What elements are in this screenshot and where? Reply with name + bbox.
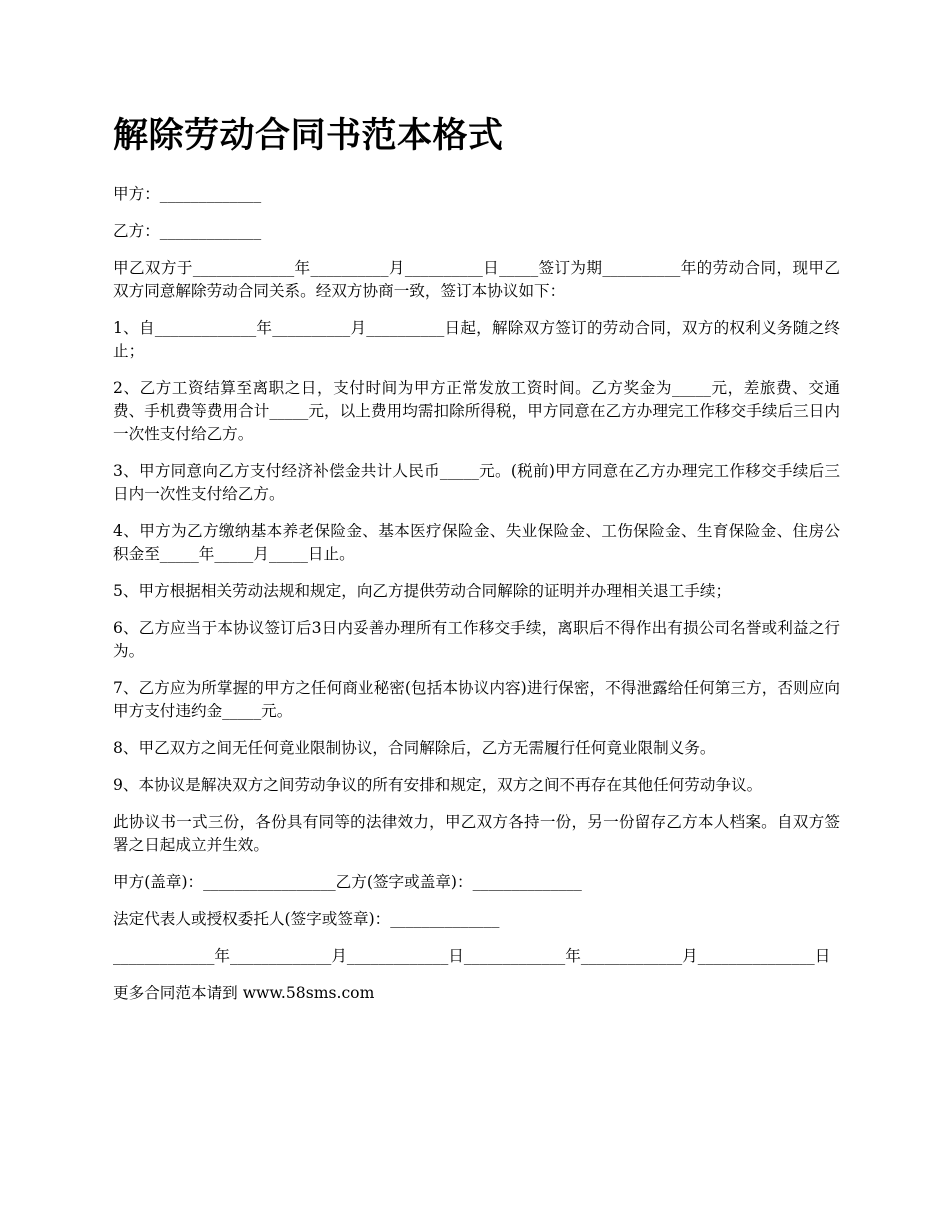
clause-7: 7、乙方应为所掌握的甲方之任何商业秘密(包括本协议内容)进行保密，不得泄露给任何第三方，否则应向甲方支付违约金_____元。 bbox=[113, 679, 840, 720]
clause-3: 3、甲方同意向乙方支付经济补偿金共计人民币_____元。(税前)甲方同意在乙方办理完工作移交手续后三日内一次性支付给乙方。 bbox=[113, 462, 840, 503]
clause-5: 5、甲方根据相关劳动法规和规定，向乙方提供劳动合同解除的证明并办理相关退工手续； bbox=[113, 582, 732, 600]
footer-note: 更多合同范本请到 www.58sms.com bbox=[113, 984, 375, 1002]
clause-1: 1、自_____________年__________月__________日起，解除双方签订的劳动合同，双方的权利义务随之终止； bbox=[113, 319, 840, 360]
representative-line: 法定代表人或授权委托人(签字或签章)：______________ bbox=[113, 910, 500, 928]
clause-6: 6、乙方应当于本协议签订后3日内妥善办理所有工作移交手续，离职后不得作出有损公司名誉或利益之行为。 bbox=[113, 619, 840, 660]
clause-9: 9、本协议是解决双方之间劳动争议的所有安排和规定，双方之间不再存在其他任何劳动争议。 bbox=[113, 776, 763, 794]
party-a-field: 甲方：_____________ bbox=[113, 185, 262, 203]
copies-note: 此协议书一式三份，各份具有同等的法律效力，甲乙双方各持一份，另一份留存乙方本人档案。自双方签署之日起成立并生效。 bbox=[113, 813, 840, 854]
signature-line: 甲方(盖章)：_________________乙方(签字或盖章)：______________ bbox=[113, 873, 582, 891]
document-page bbox=[113, 112, 840, 1019]
clause-8: 8、甲乙双方之间无任何竟业限制协议，合同解除后，乙方无需履行任何竟业限制义务。 bbox=[113, 739, 716, 757]
clause-4: 4、甲方为乙方缴纳基本养老保险金、基本医疗保险金、失业保险金、工伤保险金、生育保险金、住房公积金至_____年_____月_____日止。 bbox=[113, 522, 840, 563]
date-line: _____________年_____________月_____________日_____________年_____________月_______________日 bbox=[113, 947, 831, 965]
document-title: 解除劳动合同书范本格式 bbox=[113, 115, 504, 156]
party-b-field: 乙方：_____________ bbox=[113, 222, 262, 240]
clause-2: 2、乙方工资结算至离职之日，支付时间为甲方正常发放工资时间。乙方奖金为_____元，差旅费、交通费、手机费等费用合计_____元，以上费用均需扣除所得税，甲方同意在乙方办理完工作移交手续后三日内一次性支付给乙方。 bbox=[113, 379, 840, 443]
intro-paragraph: 甲乙双方于_____________年__________月__________日_____签订为期__________年的劳动合同，现甲乙双方同意解除劳动合同关系。经双方协商一致，签订本协议如下： bbox=[113, 259, 840, 300]
